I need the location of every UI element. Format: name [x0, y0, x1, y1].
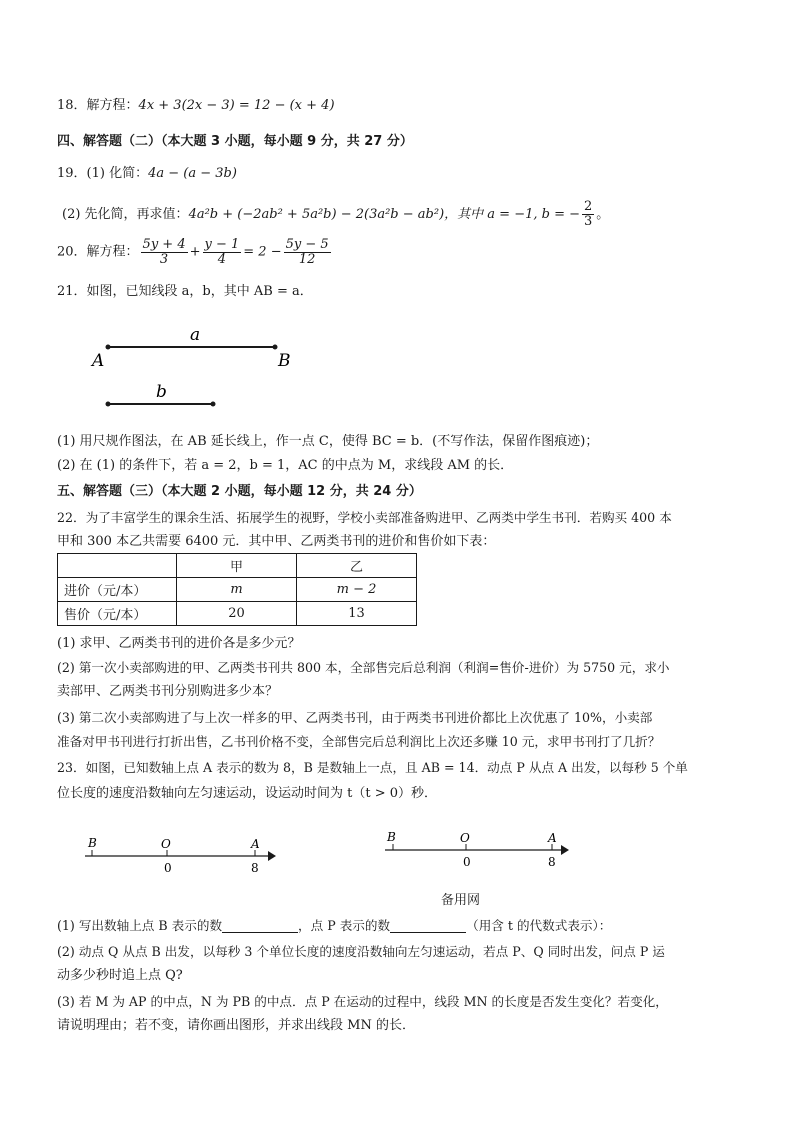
q23-part1-text-b: ，点 P 表示的数 [298, 918, 391, 933]
q19-frac-den: 3 [584, 214, 593, 229]
label-eight: 8 [251, 861, 259, 875]
q22-line-2: 甲和 300 本乙共需要 6400 元．其中甲、乙两类书刊的进价和售价如下表： [57, 534, 496, 549]
q23-number-line-spare [380, 826, 580, 872]
label-o: O [161, 837, 171, 851]
q20-f2-num: y − 1 [204, 237, 240, 252]
q20-f2-den: 4 [217, 252, 227, 267]
label-a-segment: a [190, 325, 201, 345]
section-5-heading: 五、解答题（三）（本大题 2 小题，每小题 12 分，共 24 分） [57, 484, 422, 499]
q23-part-1 [57, 918, 611, 933]
label-zero: 0 [463, 855, 471, 869]
q23-part-3-line-2: 请说明理由；若不变，请你画出图形，并求出线段 MN 的长． [57, 1018, 415, 1033]
label-b-segment: b [156, 382, 167, 402]
q20-fraction-3 [284, 238, 331, 267]
table-cell: m − 2 [297, 578, 417, 602]
question-20 [57, 238, 333, 267]
q22-price-table [57, 553, 417, 626]
table-header-row [58, 554, 417, 578]
table-cell: 进价（元/本） [58, 578, 177, 602]
question-21: 21．如图，已知线段 a，b，其中 AB = a． [57, 284, 313, 299]
segment-b-start-dot [106, 402, 111, 407]
label-point-b: B [278, 351, 291, 371]
q23-line-1: 23．如图，已知数轴上点 A 表示的数为 8，B 是数轴上一点，且 AB = 14．动点 P 从点 A 出发，以每秒 5 个单 [57, 760, 688, 775]
q23-part1-text-a: (1) 写出数轴上点 B 表示的数 [57, 918, 223, 933]
q20-label: 20．解方程： [57, 244, 139, 260]
q19-frac-num: 2 [584, 199, 593, 214]
table-cell: 售价（元/本） [58, 602, 177, 626]
q20-fraction-2 [203, 238, 242, 267]
q19-part1-expr: 4a − (a − 3b) [148, 166, 237, 181]
label-b: B [387, 830, 396, 844]
axis-arrow-icon [561, 845, 569, 855]
label-b: B [88, 836, 97, 850]
q23-part-2-line-2: 动多少秒时追上点 Q? [57, 968, 183, 983]
q18-equation: 4x + 3(2x − 3) = 12 − (x + 4) [138, 98, 335, 113]
q21-part-1: (1) 用尺规作图法，在 AB 延长线上，作一点 C，使得 BC = b．(不写作法，保留作图痕迹)； [57, 434, 599, 449]
q22-part-2-line-2: 卖部甲、乙两类书刊分别购进多少本？ [57, 684, 279, 699]
question-19-part-1 [57, 166, 237, 182]
q19-part1-label: 19．(1) 化简： [57, 166, 149, 181]
segment-b-end-dot [211, 402, 216, 407]
q23-part-3-line-1: (3) 若 M 为 AP 的中点，N 为 PB 的中点．点 P 在运动的过程中，线段 MN 的长度是否发生变化？若变化， [57, 994, 668, 1009]
q23-line-2: 位长度的速度沿数轴向左匀速运动，设运动时间为 t（t > 0）秒． [57, 786, 438, 801]
q20-f1-num: 5y + 4 [142, 237, 186, 252]
q20-fraction-1 [141, 238, 188, 267]
q19-condition: ，其中 a = −1, b = − [444, 207, 580, 222]
q22-part-1: (1) 求甲、乙两类书刊的进价各是多少元？ [57, 636, 301, 651]
label-point-a: A [92, 351, 105, 371]
table-header-cell [58, 554, 177, 578]
q19-part2-expr: 4a²b + (−2ab² + 5a²b) − 2(3a²b − ab²) [188, 207, 445, 222]
section-4-heading: 四、解答题（二）（本大题 3 小题，每小题 9 分，共 27 分） [57, 134, 413, 149]
q22-line-1: 22．为了丰富学生的课余生活、拓展学生的视野，学校小卖部准备购进甲、乙两类中学生书刊．若购买 400 本 [57, 510, 672, 525]
q20-f1-den: 3 [159, 252, 169, 267]
point-a-dot [106, 345, 111, 350]
q20-equals: = 2 − [243, 244, 282, 260]
q20-f3-den: 12 [298, 252, 316, 267]
axis-arrow-icon [268, 851, 276, 861]
q23-part1-text-c: （用含 t 的代数式表示）： [466, 918, 612, 933]
label-eight: 8 [548, 855, 556, 869]
q21-part-2: (2) 在 (1) 的条件下，若 a = 2，b = 1，AC 的中点为 M，求线段 AM 的长． [57, 458, 514, 473]
q18-label: 18．解方程： [57, 98, 139, 113]
q22-part-2-line-1: (2) 第一次小卖部购进的甲、乙两类书刊共 800 本，全部售完后总利润（利润=售价-进价）为 5750 元，求小 [57, 660, 670, 675]
question-18 [57, 98, 335, 114]
q22-part-3-line-2: 准备对甲书刊进行打折出售，乙书刊价格不变，全部售完后总利润比上次还多赚 10 元，求甲书刊打了几折？ [57, 734, 661, 749]
q20-f3-num: 5y − 5 [285, 237, 329, 252]
q23-part-2-line-1: (2) 动点 Q 从点 B 出发，以每秒 3 个单位长度的速度沿数轴向左匀速运动，若点 P、Q 同时出发，问点 P 运 [57, 944, 665, 959]
q19-part2-label: (2) 先化简，再求值： [62, 207, 189, 222]
label-o: O [460, 831, 470, 845]
spare-diagram-caption: 备用网 [441, 893, 481, 908]
point-b-dot [273, 345, 278, 350]
table-header-cell: 甲 [177, 554, 297, 578]
q19-fraction [582, 200, 594, 229]
table-cell: 20 [177, 602, 297, 626]
table-cell: m [177, 578, 297, 602]
label-a: A [548, 831, 557, 845]
table-header-cell: 乙 [297, 554, 417, 578]
q22-part-3-line-1: (3) 第二次小卖部购进了与上次一样多的甲、乙两类书刊，由于两类书刊进价都比上次优惠了 10%，小卖部 [57, 710, 653, 725]
table-row [58, 602, 417, 626]
q21-segment-figure [80, 318, 320, 418]
table-row [58, 578, 417, 602]
q19-suffix: 。 [596, 207, 610, 222]
question-19-part-2 [62, 200, 609, 229]
table-cell: 13 [297, 602, 417, 626]
answer-blank-b[interactable] [222, 920, 298, 933]
q20-plus: + [189, 244, 201, 260]
label-a: A [251, 837, 260, 851]
q23-number-line-main [80, 834, 280, 880]
answer-blank-p[interactable] [390, 920, 466, 933]
label-zero: 0 [164, 861, 172, 875]
